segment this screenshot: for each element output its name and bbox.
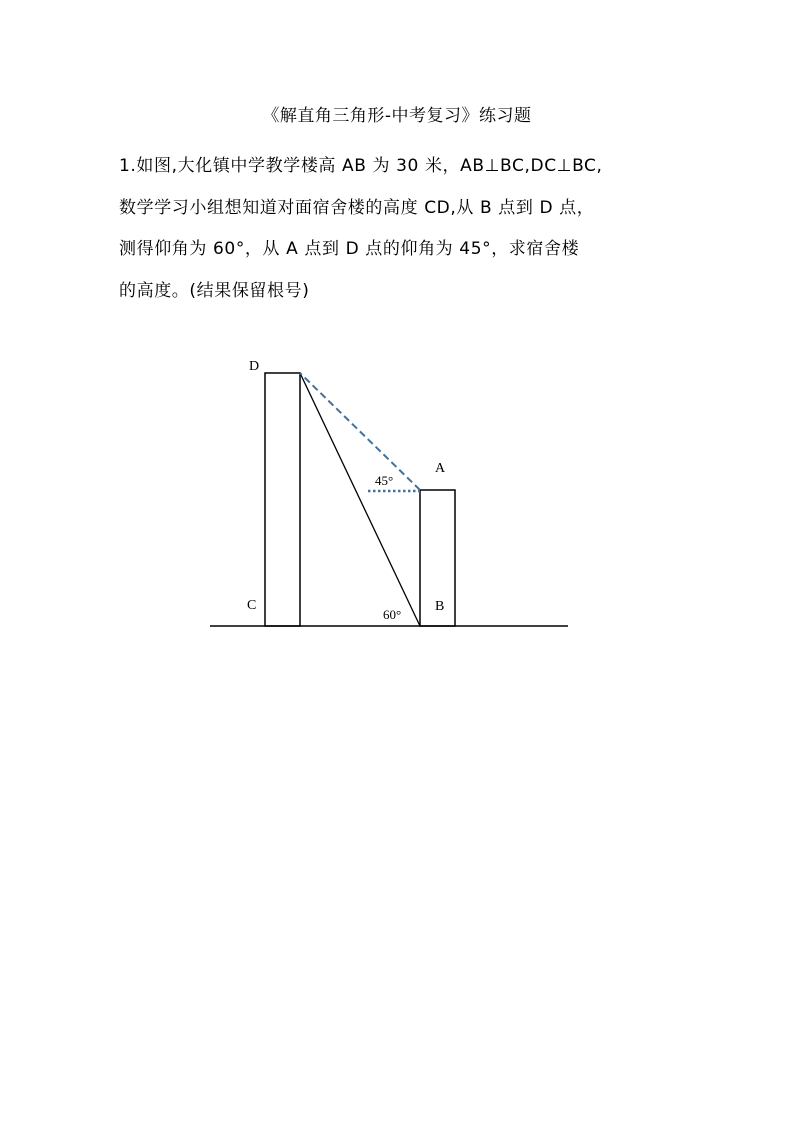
sight-line-a-to-d xyxy=(300,373,420,490)
problem-line-4: 的高度。(结果保留根号) xyxy=(119,280,310,301)
angle-45-label: 45° xyxy=(375,473,394,488)
label-a: A xyxy=(435,461,446,476)
label-b: B xyxy=(435,599,445,614)
problem-text xyxy=(119,146,679,312)
dormitory-building xyxy=(265,373,300,626)
problem-line-1: 1.如图,大化镇中学教学楼高 AB 为 30 米，AB⊥BC,DC⊥BC, xyxy=(119,156,603,176)
document-title: 《解直角三角形-中考复习》练习题 xyxy=(262,106,532,126)
sight-line-b-to-d xyxy=(300,373,420,626)
problem-line-3: 测得仰角为 60°，从 A 点到 D 点的仰角为 45°，求宿舍楼 xyxy=(119,239,580,259)
geometry-figure xyxy=(205,350,575,635)
angle-60-label: 60° xyxy=(383,607,402,622)
problem-line-2: 数学学习小组想知道对面宿舍楼的高度 CD,从 B 点到 D 点， xyxy=(119,197,595,218)
label-d: D xyxy=(249,359,260,374)
label-c: C xyxy=(247,598,257,613)
